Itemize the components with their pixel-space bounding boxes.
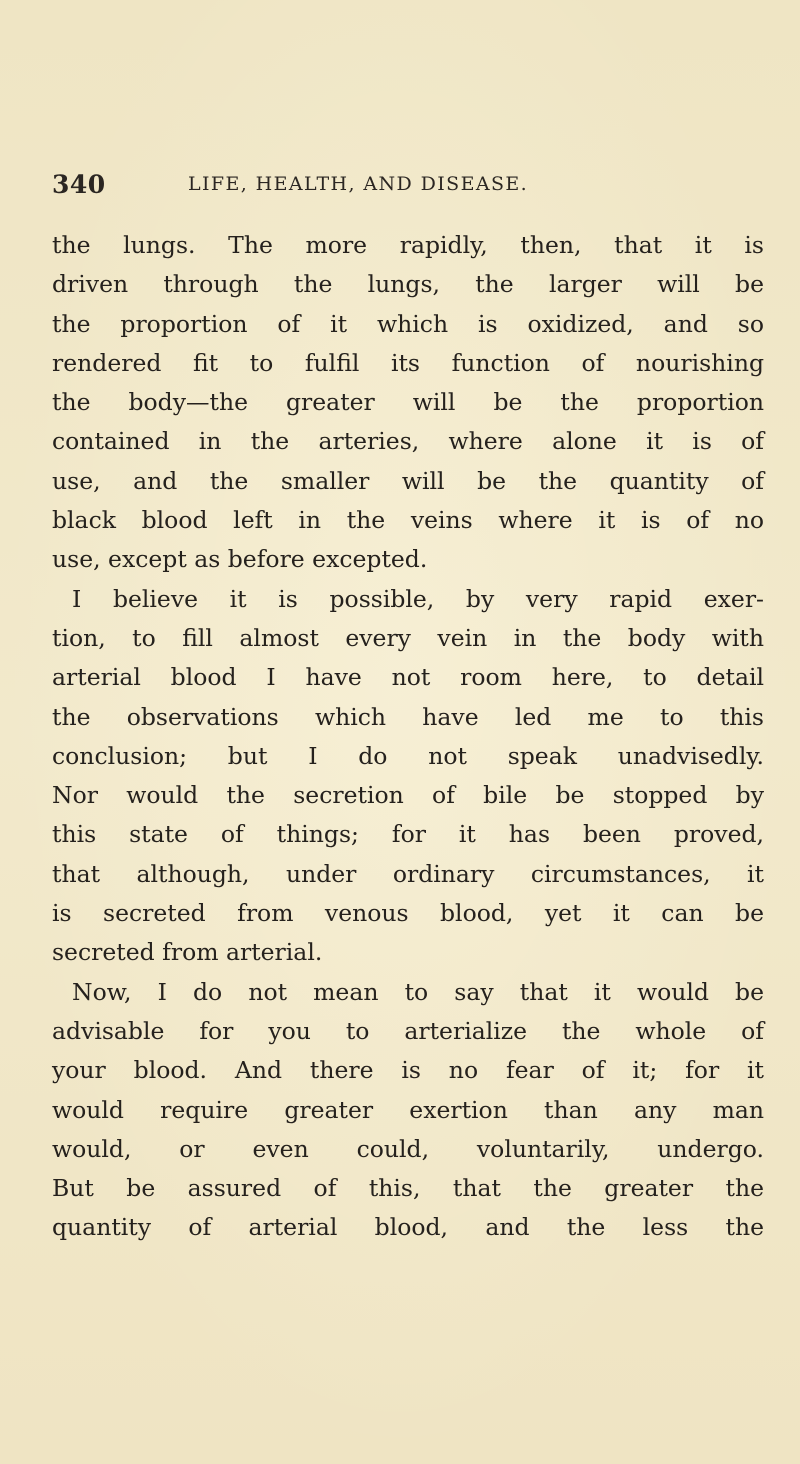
text-line: would, or even could, voluntarily, undergo. [52,1134,764,1163]
paragraph-end-line: use, except as before excepted. [52,545,428,574]
text-line: the observations which have led me to this [52,702,764,731]
text-line: contained in the arteries, where alone it is of [52,427,764,456]
text-line: your blood. And there is no fear of it; for it [52,1056,764,1085]
text-line: advisable for you to arterialize the whole of [52,1016,764,1045]
text-line: But be assured of this, that the greater the [52,1174,764,1203]
text-line: quantity of arterial blood, and the less the [52,1213,764,1242]
text-line: would require greater exertion than any man [52,1095,764,1124]
text-line: the body—the greater will be the proportion [52,388,764,417]
text-line: arterial blood I have not room here, to detail [52,663,764,692]
text-line: the proportion of it which is oxidized, and so [52,309,764,338]
paragraph-end-line: secreted from arterial. [52,938,323,967]
running-head [52,170,752,204]
page-number: 340 [52,170,106,199]
text-line: this state of things; for it has been proved, [52,820,764,849]
text-line: is secreted from venous blood, yet it can be [52,899,764,928]
paragraph-start-line: I believe it is possible, by very rapid exer- [72,584,764,613]
text-line: black blood left in the veins where it is of no [52,506,764,535]
text-line: tion, to fill almost every vein in the body with [52,623,764,652]
text-line: driven through the lungs, the larger will be [52,270,764,299]
text-line: rendered fit to fulfil its function of nourishing [52,348,764,377]
text-line: conclusion; but I do not speak unadvisedly. [52,741,764,770]
text-line: that although, under ordinary circumstances, it [52,859,764,888]
paragraph-start-line: Now, I do not mean to say that it would be [72,977,764,1006]
text-line: Nor would the secretion of bile be stopped by [52,781,764,810]
text-line: use, and the smaller will be the quantity of [52,466,764,495]
body-text [52,226,764,1248]
running-title: LIFE, HEALTH, AND DISEASE. [188,173,529,195]
text-line: the lungs. The more rapidly, then, that it is [52,231,764,259]
